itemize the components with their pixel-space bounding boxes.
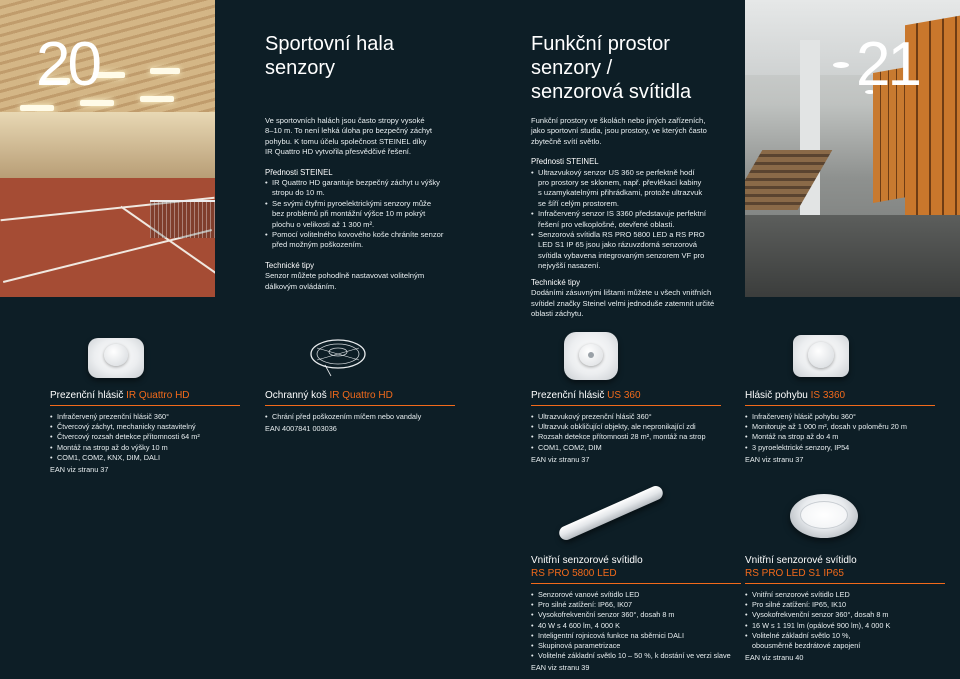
page-subtitle: senzorová svítidla [531, 81, 692, 103]
list-item: • Vysokofrekvenční senzor 360°, dosah 8 m [745, 610, 945, 620]
ean-reference: EAN 4007841 003036 [265, 424, 337, 434]
intro-paragraph [531, 116, 743, 147]
list-item: • Čtvercový záchyt, mechanicky nastavitelný [50, 422, 240, 432]
text-line: IR Quattro HD vytvořila přesvědčivé řešení. [265, 147, 412, 157]
sensor-dome [808, 342, 834, 368]
text-line: dálkovým ovládáním. [265, 281, 337, 291]
ceiling-lamp [95, 72, 125, 78]
title-rule [265, 405, 455, 406]
page-subtitle: senzory [265, 57, 336, 79]
tennis-net [150, 200, 215, 238]
ean-reference: EAN viz stranu 37 [50, 465, 109, 475]
title-rule [745, 405, 935, 406]
intro-paragraph [265, 116, 475, 158]
text-line: 8–10 m. To není lehká úloha pro bezpečný záchyt [265, 126, 433, 136]
text-line: Ve sportovních halách jsou často stropy vysoké [265, 116, 425, 125]
list-item: • IR Quattro HD garantuje bezpečný záchyt u výšky stropu do 10 m. [265, 178, 475, 199]
ceiling-light [833, 62, 849, 68]
product-title: Ochranný koš IR Quattro HD [265, 390, 393, 401]
tips-heading: Technické tipy [531, 277, 580, 287]
title-rule [50, 405, 240, 406]
text-line: Senzor můžete pohodlně nastavovat volitelným [265, 271, 425, 281]
list-item: • 3 pyroelektrické senzory, IP54 [745, 443, 935, 453]
list-item: • Pro silné zatížení: IP66, IK07 [531, 600, 741, 610]
advantages-list [265, 178, 475, 251]
page-number-left: 20 [36, 30, 99, 99]
text-line: pohybu. K tomu účelu společnost STEINEL díky [265, 136, 427, 146]
page-title: Sportovní hala [265, 33, 394, 55]
list-item: • Pomocí volitelného kovového koše chráníte senzor před možným poškozením. [265, 230, 475, 251]
product-rs-pro-led-s1 [745, 554, 945, 663]
list-item: • 40 W s 4 600 lm, 4 000 K [531, 621, 741, 631]
rs-pro-5800-led-image [557, 484, 665, 542]
list-item: • Infračervený hlásič pohybu 360° [745, 412, 935, 422]
ean-reference: EAN viz stranu 40 [745, 653, 804, 663]
list-item: • Skupinová parametrizace [531, 641, 741, 651]
right-page-heading [531, 32, 741, 104]
right-page-body [531, 116, 743, 319]
list-item: • Monitoruje až 1 000 m², dosah v poloměru 20 m [745, 422, 935, 432]
protective-basket-image [307, 332, 369, 378]
list-item: • Infračervený senzor IS 3360 představuje perfektní řešení pro velkoplošné, otevřené oblasti. [531, 209, 743, 230]
list-item: • Volitelné základní světlo 10 – 50 %, k dostání ve verzi slave [531, 651, 741, 661]
sensor-dome [104, 344, 128, 366]
ceiling-lamp [150, 68, 180, 74]
product-ir-quattro-hd [50, 389, 240, 475]
list-item: • 16 W s 1 191 lm (opálové 900 lm), 4 000 K [745, 621, 945, 631]
ultrasound-transducer [588, 352, 594, 358]
hall-wall [0, 112, 215, 182]
feature-list [745, 412, 935, 453]
product-title-line1: Vnitřní senzorové svítidlo [531, 555, 643, 566]
list-item: • Inteligentní rojnicová funkce na sběrnici DALI [531, 631, 741, 641]
list-item: • Montáž na strop až do výšky 10 m [50, 443, 240, 453]
text-line: zbytečně svítí světlo. [531, 136, 602, 146]
feature-list [265, 412, 455, 422]
list-item: • Ultrazvukový senzor US 360 se perfektně hodí pro prostory se sklonem, např. převlékací kabiny s uzamykatelnými přihrádkami, protože ultrazvuk se šíří celým prostorem. [531, 168, 743, 210]
product-title: Prezenční hlásič IR Quattro HD [50, 390, 190, 401]
left-page-heading [265, 32, 465, 80]
product-title-accent: RS PRO 5800 LED [531, 568, 617, 579]
advantages-list [531, 168, 743, 272]
product-title-line1: Vnitřní senzorové svítidlo [745, 555, 857, 566]
product-protective-basket [265, 389, 455, 434]
list-item: • Ultrazvukový prezenční hlásič 360° [531, 412, 721, 422]
text-line: Dodáními zásuvnými lištami můžete u všech vnitřních [531, 288, 712, 298]
page-title: Funkční prostor [531, 33, 670, 55]
tips-heading: Technické tipy [265, 260, 314, 270]
list-item: • Vysokofrekvenční senzor 360°, dosah 8 m [531, 610, 741, 620]
page-number-right: 21 [856, 30, 919, 99]
feature-list [745, 590, 945, 651]
list-item: • Pro silné zatížení: IP65, IK10 [745, 600, 945, 610]
left-page-body [265, 116, 475, 292]
advantages-heading: Přednosti STEINEL [265, 167, 333, 177]
list-item: • COM1, COM2, DIM [531, 443, 721, 453]
list-item: • Infračervený prezenční hlásič 360° [50, 412, 240, 422]
title-rule [745, 583, 945, 584]
product-title: Prezenční hlásič US 360 [531, 390, 641, 401]
list-item: • Senzorová svítidla RS PRO 5800 LED a RS PRO LED S1 IP 65 jsou jako rázuvzdorná senzorová svítidla vybavena integrovaným senzorem VF pro nejvyšší nasazení. [531, 230, 743, 272]
ceiling-lamp [140, 96, 174, 102]
rs-pro-led-s1-image [790, 494, 858, 538]
list-item: • Volitelné základní světlo 10 %, obousměrně bezdrátové zapojení [745, 631, 945, 651]
list-item: • Čtvercový rozsah detekce přítomnosti 64 m² [50, 432, 240, 442]
product-is-3360 [745, 389, 935, 465]
list-item: • Se svými čtyřmi pyroelektrickými senzory může bez problémů při montážní výšce 10 m pokrýt plochu o velikosti až 1 300 m². [265, 199, 475, 230]
list-item: • Vnitřní senzorové svítidlo LED [745, 590, 945, 600]
diffuser [800, 501, 848, 529]
text-line: Funkční prostory ve školách nebo jiných zařízeních, [531, 116, 706, 125]
text-line: jako sportovní studia, jsou prostory, ve kterých často [531, 126, 707, 136]
us-360-image [564, 332, 618, 380]
locker-room-photo [745, 0, 960, 297]
ean-reference: EAN viz stranu 37 [531, 454, 590, 464]
ean-reference: EAN viz stranu 39 [531, 663, 590, 673]
list-item: • COM1, COM2, KNX, DIM, DALI [50, 453, 240, 463]
ean-reference: EAN viz stranu 37 [745, 454, 804, 464]
ir-quattro-hd-image [88, 338, 144, 378]
ceiling-lamp [80, 100, 114, 106]
feature-list [50, 412, 240, 463]
list-item: • Chrání před poškozením míčem nebo vandaly [265, 412, 455, 422]
product-title: Hlásič pohybu IS 3360 [745, 390, 846, 401]
text-line: oblasti záchytu. [531, 308, 584, 318]
advantages-heading: Přednosti STEINEL [531, 157, 599, 167]
locker-floor [745, 215, 960, 297]
text-line: svítidel značky Steinel velmi jednoduše zatemnit určité [531, 298, 715, 308]
ceiling-lamp [20, 105, 54, 111]
list-item: • Montáž na strop až do 4 m [745, 432, 935, 442]
feature-list [531, 412, 721, 453]
sports-hall-photo [0, 0, 215, 297]
product-rs-pro-5800-led [531, 554, 741, 674]
page-subtitle: senzory / [531, 57, 613, 79]
title-rule [531, 405, 721, 406]
list-item: • Rozsah detekce přítomnosti 28 m², montáž na strop [531, 432, 721, 442]
title-rule [531, 583, 741, 584]
list-item: • Ultrazvuk obkličující objekty, ale nepronikající zdi [531, 422, 721, 432]
product-us-360 [531, 389, 721, 465]
feature-list [531, 590, 741, 661]
is-3360-image [793, 335, 849, 377]
product-title-accent: RS PRO LED S1 IP65 [745, 568, 844, 579]
list-item: • Senzorové vanové svítidlo LED [531, 590, 741, 600]
